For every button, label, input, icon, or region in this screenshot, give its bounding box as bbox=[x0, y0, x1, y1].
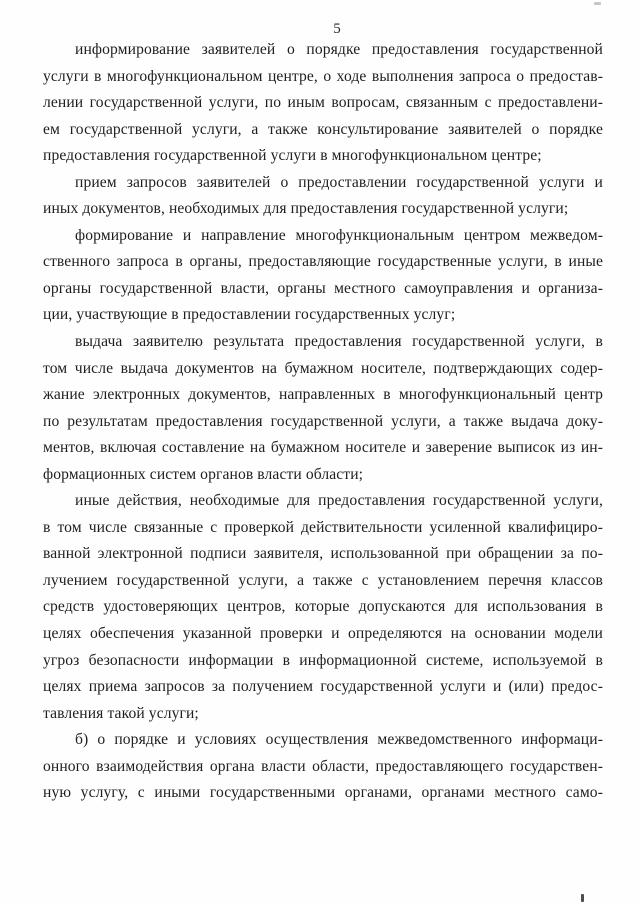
text-line: ственного запроса в органы, предоставляющие государственные услуги, в иные bbox=[43, 253, 603, 271]
paragraph bbox=[43, 727, 603, 807]
text-line: формирование и направление многофункциональным центром межведом- bbox=[75, 226, 603, 244]
scan-artifact-bottom-icon bbox=[581, 894, 584, 902]
text-line: услуги в многофункциональном центре, о ходе выполнения запроса о предостав- bbox=[43, 67, 603, 85]
text-line: выдача заявителю результата предоставления государственной услуги, в bbox=[75, 333, 603, 351]
page-number: 5 bbox=[333, 21, 341, 37]
text-line: иные действия, необходимые для предоставления государственной услуги, bbox=[75, 492, 603, 510]
text-line: целях приема запросов за получением государственной услуги и (или) предос- bbox=[43, 678, 603, 696]
text-line: формационных систем органов власти области; bbox=[43, 465, 364, 483]
paragraph bbox=[43, 488, 603, 727]
text-line: информирование заявителей о порядке предоставления государственной bbox=[75, 41, 603, 58]
text-line: лении государственной услуги, по иным вопросам, связанным с предоставлени- bbox=[43, 94, 603, 112]
text-line: жание электронных документов, направленных в многофункциональный центр bbox=[43, 386, 603, 404]
text-line: ванной электронной подписи заявителя, использованной при обращении за по- bbox=[43, 545, 603, 563]
text-line: в том числе связанные с проверкой действительности усиленной квалифициро- bbox=[43, 518, 603, 536]
scan-artifact-top-icon bbox=[594, 2, 601, 5]
text-line: том числе выдача документов на бумажном носителе, подтверждающих содер- bbox=[43, 359, 603, 377]
text-line: тавления такой услуги; bbox=[43, 704, 199, 722]
text-line: лучением государственной услуги, а также с установлением перечня классов bbox=[43, 571, 603, 589]
text-line: прием запросов заявителей о предоставлении государственной услуги и bbox=[75, 173, 603, 191]
text-line: целях обеспечения указанной проверки и определяются на основании модели bbox=[43, 625, 603, 643]
text-line: средств удостоверяющих центров, которые допускаются для использования в bbox=[43, 598, 603, 616]
text-line: по результатам предоставления государственной услуги, а также выдача доку- bbox=[43, 412, 603, 430]
paragraph bbox=[43, 37, 603, 170]
text-line: онного взаимодействия органа власти области, предоставляющего государствен- bbox=[43, 757, 603, 775]
text-line: ем государственной услуги, а также консультирование заявителей о порядке bbox=[43, 120, 603, 138]
text-line: ментов, включая составление на бумажном носителе и заверение выписок из ин- bbox=[43, 439, 603, 457]
text-line: угроз безопасности информации в информационной системе, используемой в bbox=[43, 651, 603, 669]
document-body bbox=[43, 37, 603, 807]
text-line: иных документов, необходимых для предоставления государственной услуги; bbox=[43, 200, 569, 218]
text-line: б) о порядке и условиях осуществления межведомственного информаци- bbox=[75, 731, 603, 749]
text-line: предоставления государственной услуги в многофункциональном центре; bbox=[43, 147, 542, 165]
paragraph bbox=[43, 329, 603, 488]
text-line: ции, участвующие в предоставлении государственных услуг; bbox=[43, 306, 456, 324]
text-line: органы государственной власти, органы местного самоуправления и организа- bbox=[43, 279, 603, 297]
paragraph bbox=[43, 170, 603, 223]
text-line: ную услугу, с иными государственными органами, органами местного само- bbox=[43, 784, 603, 802]
paragraph bbox=[43, 223, 603, 329]
